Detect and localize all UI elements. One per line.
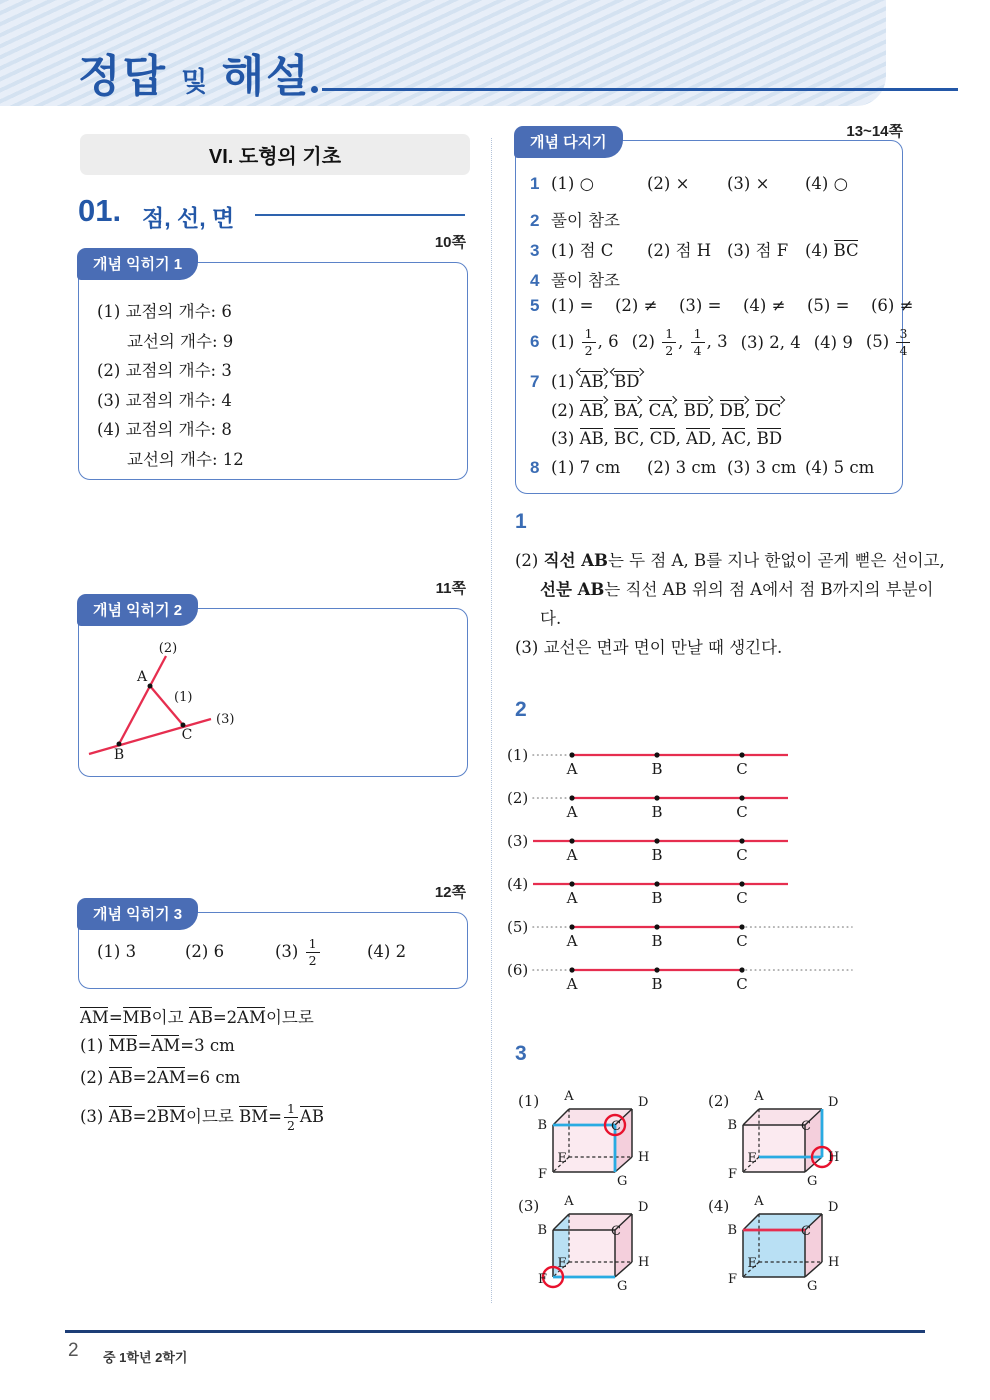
ray-token: AB , — [580, 401, 615, 420]
line-token: BD — [614, 372, 639, 391]
point-A-label: A — [566, 932, 578, 950]
vertex-D-label: D — [828, 1095, 839, 1110]
item-number: 8 — [530, 458, 540, 477]
segment-BC: BC — [833, 241, 859, 260]
point-A-dot — [148, 684, 153, 689]
answer-item: (3) 2, 4 — [740, 332, 801, 352]
point-C-label: C — [736, 889, 748, 907]
header-rule — [322, 88, 958, 91]
point-A-label: A — [566, 803, 578, 821]
vertex-E-label: E — [557, 1256, 567, 1271]
solution-line: (1) MB=AM=3 cm — [80, 1036, 235, 1055]
ray-token: DB , — [720, 401, 756, 420]
vertex-H-label: H — [638, 1255, 650, 1270]
point-A-label: A — [566, 975, 578, 993]
item-number: 5 — [530, 296, 540, 315]
concept-box-1 — [78, 256, 468, 480]
answer-line: 7 (1) AB , BD — [530, 368, 782, 397]
line-diagram-4 — [505, 870, 855, 910]
segment-BM: BM — [157, 1106, 187, 1126]
concept-box-3 — [78, 906, 468, 989]
answer-item: 풀이 참조 — [551, 211, 621, 230]
vertex-C-label: C — [611, 1119, 621, 1134]
triangle-diagram — [86, 639, 246, 771]
segment-1-label: (1) — [174, 690, 193, 705]
answer-line: (2) AB , BA , CA , BD , DB , DC — [530, 397, 782, 426]
column-divider — [491, 138, 492, 1303]
vertex-E-label: E — [557, 1151, 567, 1166]
title-word-2: 및 — [181, 67, 208, 97]
answer-item: (2) × — [647, 174, 690, 193]
answer-item: (3) × — [727, 174, 770, 193]
answer-item: (4) 9 — [813, 332, 853, 352]
answer-row: (4) 교점의 개수: 8 — [97, 420, 232, 439]
diagram-label: (2) — [507, 789, 529, 807]
drill-row-3 — [530, 237, 859, 261]
answer-item: (4) 2 — [367, 941, 407, 961]
vertex-F-label: F — [537, 1272, 547, 1287]
ray-token: DC — [755, 400, 782, 420]
segment-token: BD — [756, 429, 783, 448]
answer-item: (1) 점 C — [551, 241, 614, 260]
answer-row: (1) 교점의 개수: 6 — [97, 302, 232, 321]
segment-token: CD , — [650, 429, 686, 448]
drill-row-1 — [530, 174, 848, 194]
line-diagram-5 — [505, 913, 855, 953]
vertex-G-label: G — [617, 1279, 628, 1294]
cube-diagram-4 — [702, 1191, 852, 1299]
answer-item: (4) BC — [805, 241, 859, 260]
vertex-A-label: A — [754, 1089, 764, 1104]
diagram-label: (3) — [518, 1197, 540, 1215]
answer-item: 풀이 참조 — [551, 271, 621, 290]
segment-AM: AM — [151, 1036, 181, 1055]
answer-item: (2) ≠ — [615, 296, 658, 315]
solution-3-text — [80, 1004, 480, 1138]
vertex-G-label: G — [617, 1174, 628, 1189]
vertex-D-label: D — [638, 1095, 649, 1110]
diagram-label: (1) — [507, 746, 529, 764]
section-title: 점, 선, 면 — [142, 205, 235, 231]
segment-token: AD , — [686, 429, 722, 448]
ray-token: BD , — [684, 401, 720, 420]
page-ref-13-14: 13~14쪽 — [846, 123, 903, 140]
line-3-label: (3) — [216, 712, 235, 727]
answer-row: (2) 교점의 개수: 3 — [97, 361, 232, 380]
fraction: $\frac{1}{2}$ — [284, 1102, 298, 1133]
vertex-D-label: D — [828, 1200, 839, 1215]
drill-row-2 — [530, 207, 620, 231]
answer-row: 교선의 개수: 9 — [127, 331, 234, 351]
answer-item: (2) $\frac{1}{2}$ , $\frac{1}{4}$ , 3 — [631, 326, 728, 358]
item-number: 2 — [530, 211, 540, 230]
point-C-label: C — [736, 803, 748, 821]
item-number: 7 — [530, 372, 540, 391]
solution-line: (2) AB=2AM=6 cm — [80, 1068, 241, 1087]
footer-page-number: 2 — [68, 1340, 79, 1361]
section-number: 01. — [78, 193, 122, 228]
segment-token: BC , — [614, 429, 650, 448]
point-B-label: B — [651, 975, 663, 993]
answer-item: (4) ≠ — [743, 296, 786, 315]
point-B-label: B — [651, 846, 663, 864]
vertex-F-label: F — [537, 1167, 547, 1182]
diagram-label: (3) — [507, 832, 529, 850]
vertex-A-label: A — [564, 1194, 574, 1209]
page-title — [78, 40, 311, 104]
answer-item: (3) $\frac{1}{2}$ — [275, 937, 367, 968]
drill-row-7 — [530, 368, 782, 454]
diagram-label: (1) — [518, 1092, 540, 1110]
cube-diagram-2 — [702, 1086, 852, 1194]
line-token: AB , — [580, 372, 615, 391]
line-diagram-3 — [505, 827, 855, 867]
title-word-1: 정답 — [78, 52, 168, 101]
concept-box-1-badge: 개념 익히기 1 — [77, 248, 198, 280]
vertex-H-label: H — [638, 1150, 650, 1165]
line-diagram-6 — [505, 956, 855, 996]
vertex-G-label: G — [807, 1279, 818, 1294]
item-number: 3 — [530, 241, 540, 260]
vertex-A-label: A — [754, 1194, 764, 1209]
cube-diagram-1 — [512, 1086, 662, 1194]
vertex-C-label: C — [611, 1224, 621, 1239]
vertex-E-label: E — [747, 1256, 757, 1271]
vertex-C-label: C — [801, 1224, 811, 1239]
drill-row-8 — [530, 458, 874, 478]
answer-item: (6) ≠ — [871, 296, 914, 315]
point-A-label: A — [566, 889, 578, 907]
point-B-label: B — [651, 889, 663, 907]
point-A-label: A — [136, 669, 148, 685]
fraction: $\frac{1}{2}$ — [306, 937, 320, 968]
answer-row: 교선의 개수: 12 — [127, 449, 244, 469]
page-ref-11: 11쪽 — [435, 580, 466, 597]
answer-item: (5) $\frac{3}{4}$ — [866, 327, 913, 358]
drill-row-4 — [530, 267, 620, 291]
item-number: 1 — [530, 174, 540, 193]
concept-box-1-answers — [79, 263, 467, 474]
explanation-paragraph: (3) 교선은 면과 면이 만날 때 생긴다. — [515, 638, 783, 657]
chapter-title: VI. 도형의 기초 — [80, 134, 470, 175]
segment-AM: AM — [237, 1008, 266, 1027]
segment-MB: MB — [108, 1036, 138, 1055]
answer-item: (2) 점 H — [647, 241, 712, 260]
explanation-1-number: 1 — [515, 510, 527, 533]
answer-item: (1) 7 cm — [551, 458, 621, 477]
point-B-label: B — [651, 760, 663, 778]
answer-item: (4) ○ — [805, 174, 849, 193]
vertex-B-label: B — [727, 1223, 737, 1238]
segment-AB: AB — [108, 1068, 133, 1087]
line-2-label: (2) — [158, 641, 178, 656]
answer-item: (4) 5 cm — [805, 458, 875, 477]
point-A-label: A — [566, 760, 578, 778]
point-C-label: C — [181, 727, 193, 743]
point-B-label: B — [113, 747, 125, 763]
concept-box-2 — [78, 602, 468, 777]
title-word-3: 해설 — [221, 52, 311, 101]
answer-item: (3) = — [679, 296, 722, 315]
vertex-A-label: A — [564, 1089, 574, 1104]
explanation-3-number: 3 — [515, 1042, 527, 1065]
vertex-F-label: F — [727, 1272, 737, 1287]
point-C-label: C — [736, 975, 748, 993]
page-ref-10: 10쪽 — [434, 234, 466, 251]
footer-rule — [65, 1330, 925, 1333]
vertex-B-label: B — [537, 1118, 547, 1133]
answer-item: (1) = — [551, 296, 594, 315]
item-number: 6 — [530, 332, 540, 352]
section-rule — [255, 214, 465, 216]
segment-AM: AM — [80, 1008, 109, 1027]
concept-box-3-answers — [97, 937, 406, 968]
header-rule-dot — [311, 86, 318, 93]
diagram-label: (4) — [708, 1197, 730, 1215]
diagram-label: (5) — [507, 918, 529, 936]
drill-box — [515, 134, 914, 494]
drill-box-badge: 개념 다지기 — [514, 126, 623, 158]
point-C-label: C — [736, 932, 748, 950]
segment-token: AC , — [722, 429, 757, 448]
point-B-label: B — [651, 932, 663, 950]
explanation-1-text — [515, 546, 952, 662]
segment-AB: AB — [188, 1008, 213, 1027]
answer-item: (2) 3 cm — [647, 458, 717, 477]
line-diagram-1 — [505, 741, 855, 781]
segment-MB: MB — [122, 1008, 152, 1027]
vertex-H-label: H — [828, 1255, 840, 1270]
answer-item: (3) 3 cm — [727, 458, 797, 477]
segment-AB: AB — [108, 1106, 133, 1126]
answer-item: (5) = — [807, 296, 850, 315]
drill-row-5 — [530, 296, 913, 316]
answer-item: (1) ○ — [551, 174, 595, 193]
answer-line: (3) AB , BC , CD , AD , AC , BD — [530, 425, 782, 454]
footer-book-title: 중 1학년 2학기 — [103, 1350, 188, 1365]
diagram-label: (4) — [507, 875, 529, 893]
page-ref-12: 12쪽 — [434, 884, 466, 901]
answer-item: (1) 3 — [97, 941, 137, 961]
vertex-G-label: G — [807, 1174, 818, 1189]
drill-row-6 — [530, 327, 925, 358]
item-number: 4 — [530, 271, 540, 290]
vertex-C-label: C — [801, 1119, 811, 1134]
cube-diagram-3 — [512, 1191, 662, 1299]
diagram-label: (2) — [708, 1092, 730, 1110]
vertex-D-label: D — [638, 1200, 649, 1215]
explanation-paragraph: (2) 직선 AB는 두 점 A, B를 지나 한없이 곧게 뻗은 선이고, 선분 AB는 직선 AB 위의 점 A에서 점 B까지의 부분이다. — [515, 551, 945, 628]
vertex-B-label: B — [727, 1118, 737, 1133]
segment-token: AB , — [580, 429, 615, 448]
vertex-H-label: H — [828, 1150, 840, 1165]
answer-item: (3) 점 F — [727, 241, 789, 260]
concept-box-2-badge: 개념 익히기 2 — [77, 594, 198, 626]
explanation-2-number: 2 — [515, 698, 527, 721]
point-C-label: C — [736, 760, 748, 778]
point-A-label: A — [566, 846, 578, 864]
answer-item: (2) 6 — [185, 941, 225, 961]
vertex-E-label: E — [747, 1151, 757, 1166]
segment-AB: AB — [299, 1106, 324, 1126]
point-B-label: B — [651, 803, 663, 821]
segment-AM: AM — [157, 1068, 186, 1087]
vertex-F-label: F — [727, 1167, 737, 1182]
ray-token: CA , — [649, 401, 684, 420]
solution-line: (3) AB=2BM이므로 BM= $\frac{1}{2}$ AB — [80, 1101, 324, 1133]
point-C-label: C — [736, 846, 748, 864]
solution-line: AM=MB이고 AB=2AM이므로 — [80, 1008, 314, 1027]
diagram-label: (6) — [507, 961, 529, 979]
vertex-B-label: B — [537, 1223, 547, 1238]
line-diagram-2 — [505, 784, 855, 824]
answer-row: (3) 교점의 개수: 4 — [97, 390, 232, 410]
concept-box-3-badge: 개념 익히기 3 — [77, 898, 198, 930]
ray-token: BA , — [614, 401, 649, 420]
answer-item: (1) $\frac{1}{2}$ , 6 — [551, 326, 619, 358]
segment-BM: BM — [239, 1106, 269, 1126]
point-B-dot — [117, 742, 122, 747]
